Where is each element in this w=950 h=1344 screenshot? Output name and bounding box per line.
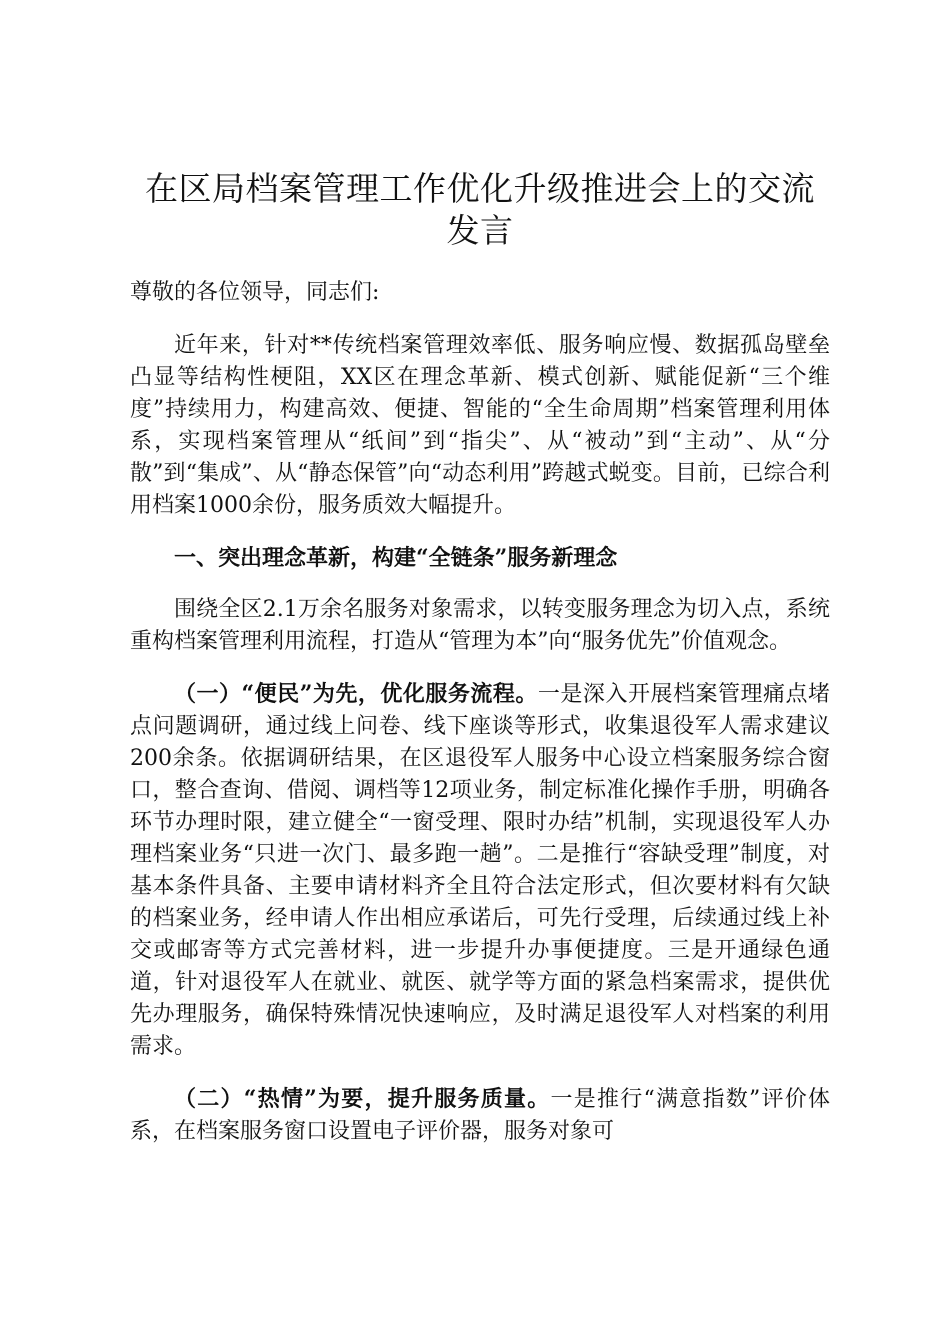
subsection-2-paragraph [130, 1083, 830, 1148]
subsection-2-body: 一是推行“满意指数”评价体系，在档案服务窗口设置电子评价器，服务对象可 [130, 1087, 831, 1144]
subsection-2-lead: （二）“热情”为要，提升服务质量。 [174, 1086, 551, 1112]
section-1-heading: 一、突出理念革新，构建“全链条”服务新理念 [174, 545, 618, 571]
subsection-1-lead: （一）“便民”为先，优化服务流程。 [174, 681, 538, 707]
section-1-paragraph: 围绕全区2.1万余名服务对象需求，以转变服务理念为切入点，系统重构档案管理利用流程，打造从“管理为本”向“服务优先”价值观念。 [130, 597, 830, 654]
document-page [130, 168, 830, 1168]
greeting: 尊敬的各位领导，同志们: [130, 280, 380, 305]
document-title: 在区局档案管理工作优化升级推进会上的交流发言 [145, 169, 815, 250]
intro-paragraph: 近年来，针对**传统档案管理效率低、服务响应慢、数据孤岛壁垒凸显等结构性梗阻，XX区在理念革新、模式创新、赋能促新“三个维度”持续用力，构建高效、便捷、智能的“全生命周期”档案管理利用体系，实现档案管理从“纸间”到“指尖”、从“被动”到“主动”、从“分散”到“集成”、从“静态保管”向“动态利用”跨越式蜕变。目前，已综合利用档案1000余份，服务质效大幅提升。 [130, 333, 830, 518]
subsection-1-paragraph [130, 678, 830, 1063]
subsection-1-body: 一是深入开展档案管理痛点堵点问题调研，通过线上问卷、线下座谈等形式，收集退役军人需求建议200余条。依据调研结果，在区退役军人服务中心设立档案服务综合窗口，整合查询、借阅、调档等12项业务，制定标准化操作手册，明确各环节办理时限，建立健全“一窗受理、限时办结”机制，实现退役军人办理档案业务“只进一次门、最多跑一趟”。二是推行“容缺受理”制度，对基本条件具备、主要申请材料齐全且符合法定形式，但次要材料有欠缺的档案业务，经申请人作出相应承诺后，可先行受理，后续通过线上补交或邮寄等方式完善材料，进一步提升办事便捷度。三是开通绿色通道，针对退役军人在就业、就医、就学等方面的紧急档案需求，提供优先办理服务，确保特殊情况快速响应，及时满足退役军人对档案的利用需求。 [130, 682, 830, 1059]
